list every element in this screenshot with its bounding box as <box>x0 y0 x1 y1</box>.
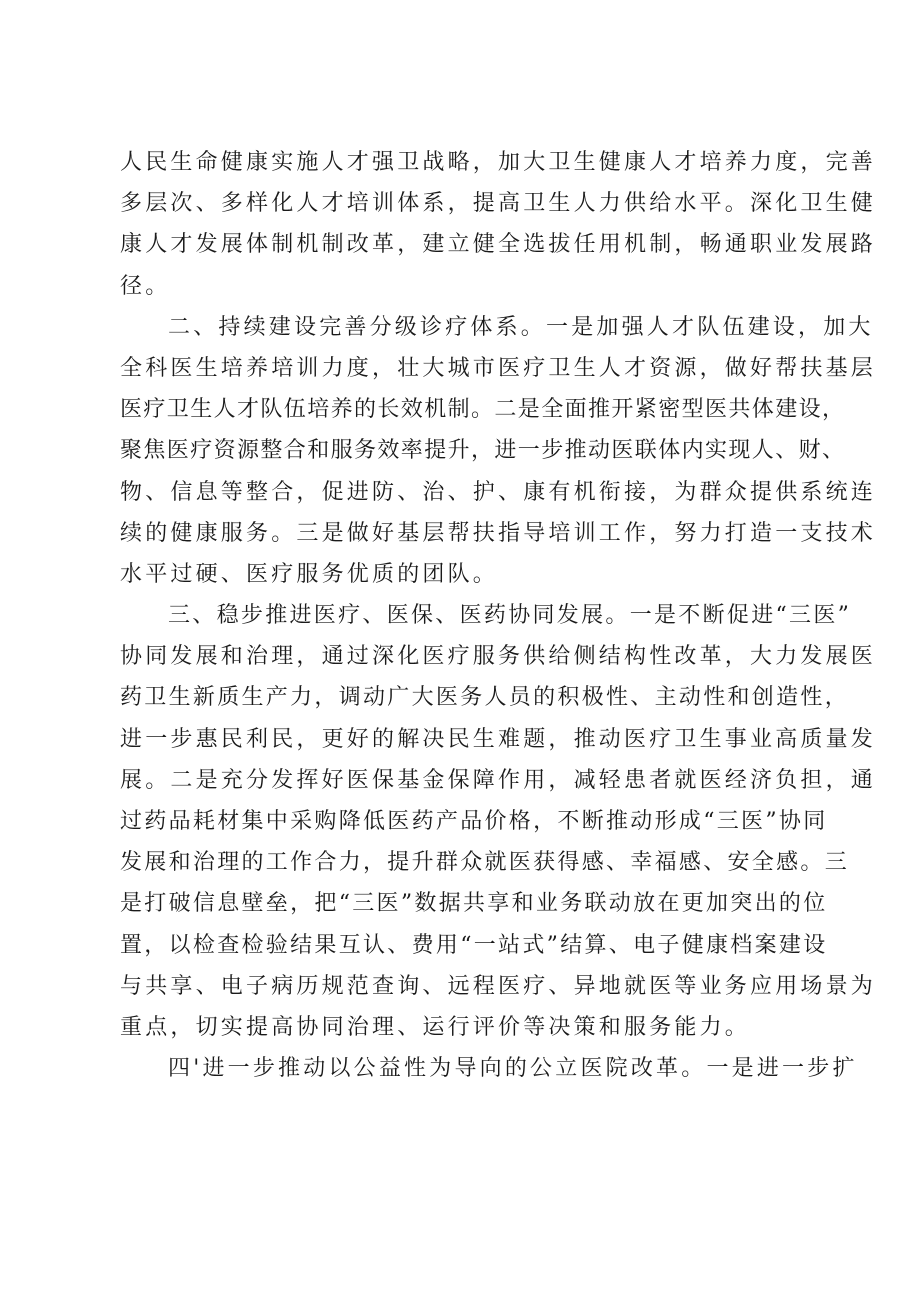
section-heading-line: 二、持续建设完善分级诊疗体系。一是加强人才队伍建设，加大 <box>168 314 874 340</box>
text-line: 药卫生新质生产力，调动广大医务人员的积极性、主动性和创造性， <box>120 685 850 711</box>
text-line: 展。二是充分发挥好医保基金保障作用，减轻患者就医经济负担，通 <box>120 767 877 793</box>
document-body <box>120 142 877 1089</box>
text-line: 过药品耗材集中采购降低医药产品价格，不断推动形成“三医”协同 <box>120 809 828 834</box>
text-line: 径。 <box>120 273 171 299</box>
text-line: 与共享、电子病历规范查询、远程医疗、异地就医等业务应用场景为 <box>120 973 877 999</box>
text-line: 聚焦医疗资源整合和服务效率提升，进一步推动医联体内实现人、财、 <box>120 438 846 464</box>
text-line: 多层次、多样化人才培训体系，提高卫生人力供给水平。深化卫生健 <box>120 191 877 217</box>
section-heading-line: 四'进一步推动以公益性为导向的公立医院改革。一是进一步扩 <box>168 1056 858 1082</box>
text-line: 物、信息等整合，促进防、治、护、康有机衔接，为群众提供系统连 <box>120 479 877 505</box>
text-line: 进一步惠民利民，更好的解决民生难题，推动医疗卫生事业高质量发 <box>120 726 877 752</box>
text-line: 是打破信息壁垒，把“三医”数据共享和业务联动放在更加突出的位 <box>120 891 828 917</box>
text-line: 续的健康服务。三是做好基层帮扶指导培训工作，努力打造一支技术 <box>120 520 877 546</box>
text-line: 康人才发展体制机制改革，建立健全选拔任用机制，畅通职业发展路 <box>120 232 877 258</box>
section-heading-line: 三、稳步推进医疗、医保、医药协同发展。一是不断促进“三医” <box>168 603 852 629</box>
text-line: 医疗卫生人才队伍培养的长效机制。二是全面推开紧密型医共体建设， <box>120 397 846 423</box>
text-line: 人民生命健康实施人才强卫战略，加大卫生健康人才培养力度，完善 <box>120 150 877 175</box>
text-line: 重点，切实提高协同治理、运行评价等决策和服务能力。 <box>120 1014 751 1040</box>
text-line: 全科医生培养培训力度，壮大城市医疗卫生人才资源，做好帮扶基层 <box>120 355 877 381</box>
text-line: 水平过硬、医疗服务优质的团队。 <box>120 561 499 587</box>
text-line: 置，以检查检验结果互认、费用“一站式”结算、电子健康档案建设 <box>120 932 828 958</box>
text-line: 协同发展和治理，通过深化医疗服务供给侧结构性改革，大力发展医 <box>120 644 877 670</box>
text-line: 发展和治理的工作合力，提升群众就医获得感、幸福感、安全感。三 <box>120 850 850 876</box>
